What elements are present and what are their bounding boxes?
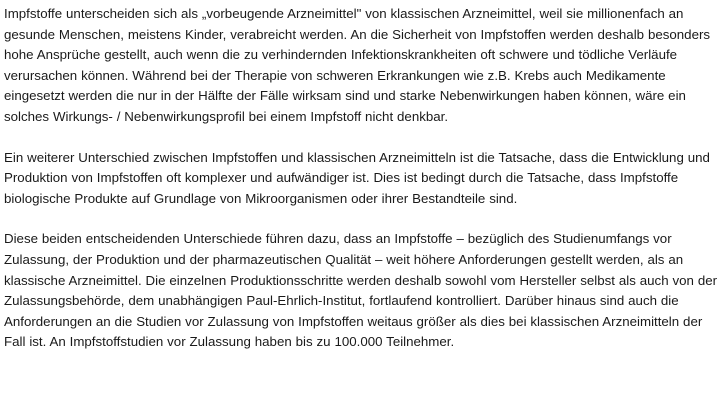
paragraph-3: Diese beiden entscheidenden Unterschiede führen dazu, dass an Impfstoffe – bezüglich des Studienumfangs vor Zulassung, der Produktion und der pharmazeutischen Qualität – weit höhere Anforderungen gestellt werden, als an klassische Arzneimittel. Die einzelnen Produktionsschritte werden deshalb sowohl vom Hersteller selbst als auch von der Zulassungsbehörde, dem unabhängigen Paul-Ehrlich-Institut, fortlaufend kontrolliert. Darüber hinaus sind auch die Anforderungen an die Studien vor Zulassung von Impfstoffen weitaus größer als dies bei klassischen Arzneimitteln der Fall ist. An Impfstoffstudien vor Zulassung haben bis zu 100.000 Teilnehmer.	[4, 231, 721, 350]
paragraph-1: Impfstoffe unterscheiden sich als „vorbeugende Arzneimittel" von klassischen Arzneimittel, weil sie millionenfach an gesunde Menschen, meistens Kinder, verabreicht werden. An die Sicherheit von Impfstoffen werden deshalb besonders hohe Ansprüche gestellt, auch wenn die zu verhindernden Infektionskrankheiten oft schwere und tödliche Verläufe verursachen können. Während bei der Therapie von schweren Erkrankungen wie z.B. Krebs auch Medikamente eingesetzt werden die nur in der Hälfte der Fälle wirksam sind und starke Nebenwirkungen haben können, wäre ein solches Wirkungs- / Nebenwirkungsprofil bei einem Impfstoff nicht denkbar.	[4, 6, 714, 124]
paragraph-2: Ein weiterer Unterschied zwischen Impfstoffen und klassischen Arzneimitteln ist die Tatsache, dass die Entwicklung und Produktion von Impfstoffen oft komplexer und aufwändiger ist. Dies ist bedingt durch die Tatsache, dass Impfstoffe biologische Produkte auf Grundlage von Mikroorganismen oder ihrer Bestandteile sind.	[4, 149, 714, 206]
